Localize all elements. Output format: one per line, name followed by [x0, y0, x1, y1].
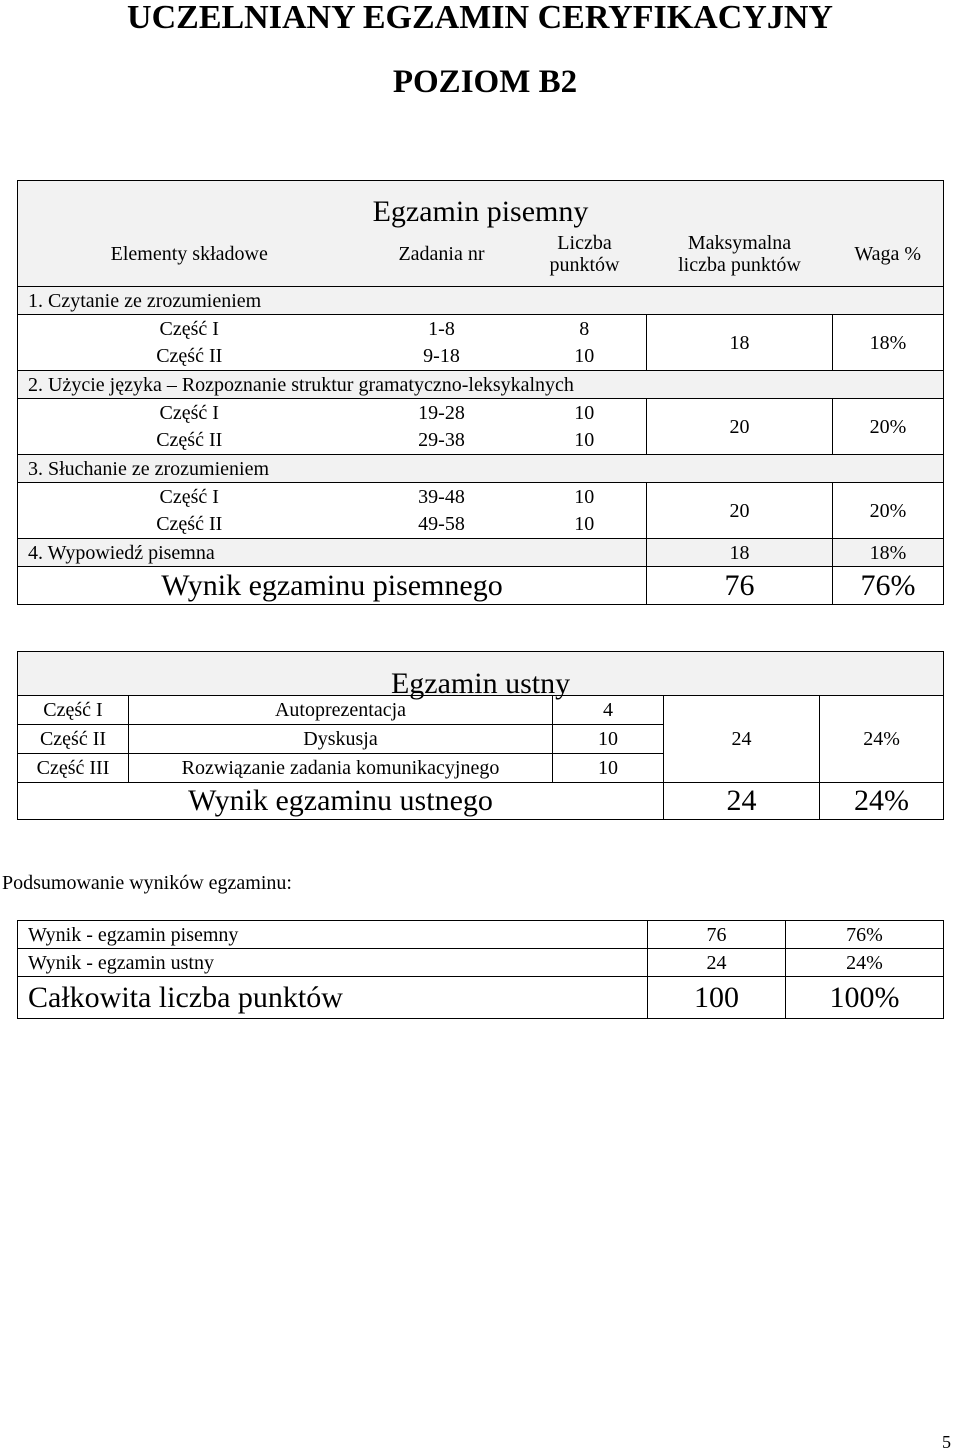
section-max: 20 — [647, 399, 833, 455]
written-total-points: 76 — [647, 567, 833, 605]
col-tasks: Zadania nr — [361, 223, 523, 287]
part-label: Część II — [18, 427, 361, 455]
document-title: UCZELNIANY EGZAMIN CERYFIKACYJNY — [127, 0, 833, 36]
col-max — [647, 223, 833, 287]
col-max-line1: Maksymalna — [687, 232, 792, 255]
oral-task: Dyskusja — [129, 725, 553, 754]
summary-points: 24 — [648, 949, 786, 977]
summary-table — [17, 920, 944, 1019]
part-points: 8 — [523, 315, 647, 343]
section-reading: 1. Czytanie ze zrozumieniem — [18, 287, 944, 315]
section-weight: 20% — [833, 399, 944, 455]
oral-max: 24 — [664, 696, 820, 783]
oral-points: 10 — [553, 754, 664, 783]
section-weight: 18% — [833, 539, 944, 567]
summary-points: 76 — [648, 921, 786, 949]
section-writing: 4. Wypowiedź pisemna — [18, 539, 647, 567]
section-max: 18 — [647, 539, 833, 567]
col-elements: Elementy składowe — [18, 223, 361, 287]
oral-points: 4 — [553, 696, 664, 725]
summary-total-weight: 100% — [786, 977, 944, 1019]
part-points: 10 — [523, 511, 647, 539]
section-weight: 20% — [833, 483, 944, 539]
part-tasks: 9-18 — [361, 343, 523, 371]
part-tasks: 39-48 — [361, 483, 523, 511]
section-listening: 3. Słuchanie ze zrozumieniem — [18, 455, 944, 483]
part-points: 10 — [523, 483, 647, 511]
oral-total-points: 24 — [664, 783, 820, 820]
part-label: Część I — [18, 399, 361, 427]
part-tasks: 19-28 — [361, 399, 523, 427]
oral-part-label: Część II — [18, 725, 129, 754]
page-number: 5 — [942, 1432, 951, 1452]
summary-label: Wynik - egzamin pisemny — [18, 921, 648, 949]
oral-weight: 24% — [820, 696, 944, 783]
oral-part-label: Część III — [18, 754, 129, 783]
level-title: POZIOM B2 — [392, 64, 578, 100]
col-points-line2: punktów — [549, 254, 620, 277]
summary-weight: 76% — [786, 921, 944, 949]
oral-total-weight: 24% — [820, 783, 944, 820]
section-language-use: 2. Użycie języka – Rozpoznanie struktur gramatyczno-leksykalnych — [18, 371, 944, 399]
col-weight: Waga % — [833, 223, 944, 287]
summary-total-label: Całkowita liczba punktów — [18, 977, 648, 1019]
oral-exam-table — [17, 651, 944, 820]
section-max: 20 — [647, 483, 833, 539]
part-points: 10 — [523, 399, 647, 427]
written-exam-table — [17, 180, 944, 605]
part-points: 10 — [523, 343, 647, 371]
written-total-weight: 76% — [833, 567, 944, 605]
col-points — [523, 223, 647, 287]
summary-total-points: 100 — [648, 977, 786, 1019]
oral-exam-title: Egzamin ustny — [18, 652, 944, 696]
part-label: Część II — [18, 511, 361, 539]
part-tasks: 49-58 — [361, 511, 523, 539]
part-points: 10 — [523, 427, 647, 455]
part-label: Część II — [18, 343, 361, 371]
part-label: Część I — [18, 483, 361, 511]
oral-task: Rozwiązanie zadania komunikacyjnego — [129, 754, 553, 783]
summary-weight: 24% — [786, 949, 944, 977]
oral-points: 10 — [553, 725, 664, 754]
part-tasks: 1-8 — [361, 315, 523, 343]
written-total-label: Wynik egzaminu pisemnego — [18, 567, 647, 605]
col-points-line1: Liczba — [557, 232, 612, 255]
col-max-line2: liczba punktów — [678, 254, 801, 277]
section-max: 18 — [647, 315, 833, 371]
summary-intro: Podsumowanie wyników egzaminu: — [2, 872, 292, 894]
oral-task: Autoprezentacja — [129, 696, 553, 725]
section-weight: 18% — [833, 315, 944, 371]
oral-total-label: Wynik egzaminu ustnego — [18, 783, 664, 820]
part-label: Część I — [18, 315, 361, 343]
summary-label: Wynik - egzamin ustny — [18, 949, 648, 977]
part-tasks: 29-38 — [361, 427, 523, 455]
oral-part-label: Część I — [18, 696, 129, 725]
written-exam-title: Egzamin pisemny — [18, 181, 944, 223]
